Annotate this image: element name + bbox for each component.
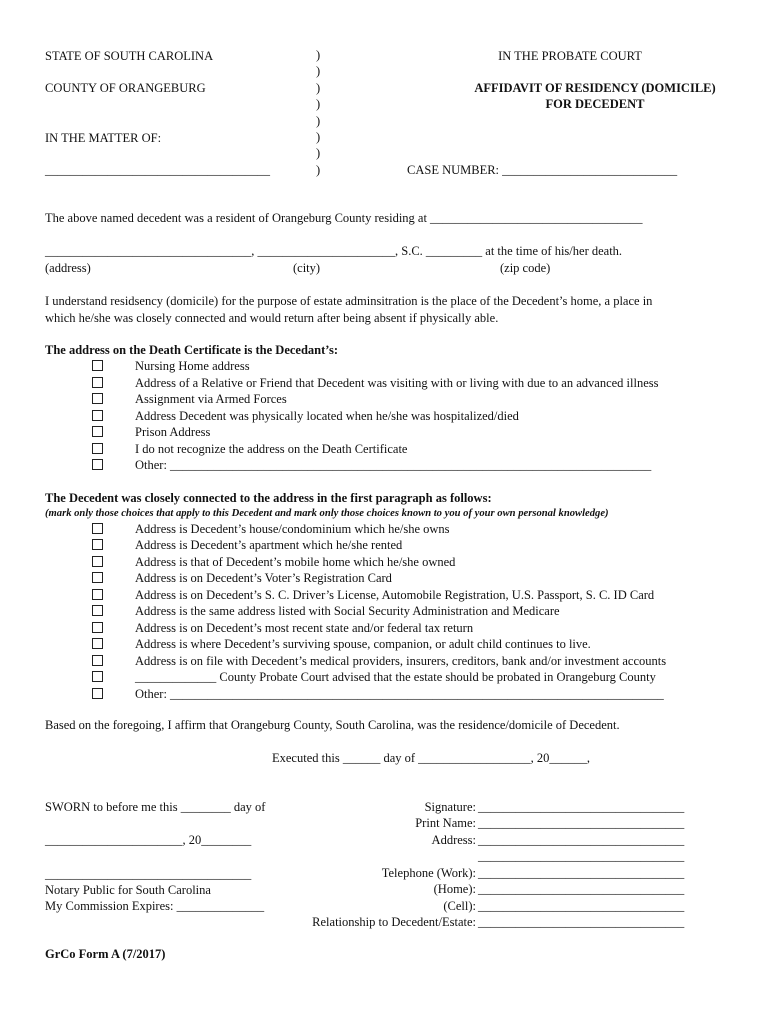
option-label: Assignment via Armed Forces <box>135 392 287 406</box>
option-other-field[interactable]: Other: _____________________________________________________________________________ <box>135 458 652 472</box>
option-label: Nursing Home address <box>135 359 250 373</box>
commission-expires-field[interactable]: My Commission Expires: ______________ <box>45 899 265 913</box>
residence-line-1[interactable]: The above named decedent was a resident of Orangeburg County residing at __________________________________ <box>45 211 643 225</box>
checkbox-rented-apartment[interactable] <box>92 539 103 550</box>
signature-label: Signature: <box>424 800 476 814</box>
telephone-work-label: Telephone (Work): <box>381 866 476 880</box>
checkbox-relative-friend[interactable] <box>92 377 103 388</box>
death-certificate-heading: The address on the Death Certificate is the Decedant’s: <box>45 343 339 357</box>
address-field[interactable]: _________________________________ <box>478 833 685 847</box>
connection-heading: The Decedent was closely connected to the address in the first paragraph as follows: <box>45 491 492 505</box>
option-county-field[interactable]: _____________ County Probate Court advised that the estate should be probated in Orangeburg County <box>135 670 656 684</box>
document-title-line2: FOR DECEDENT <box>545 97 645 111</box>
address-field-line2[interactable]: _________________________________ <box>478 849 685 863</box>
option-label: Address is Decedent’s house/condominium which he/she owns <box>135 522 450 536</box>
relationship-label: Relationship to Decedent/Estate: <box>312 915 476 929</box>
executed-date-field[interactable]: Executed this ______ day of __________________, 20______, <box>272 751 591 765</box>
paren: ) <box>316 80 321 95</box>
option-label: Address is on file with Decedent’s medical providers, insurers, creditors, bank and/or investment accounts <box>135 654 667 668</box>
affirm-statement: Based on the foregoing, I affirm that Orangeburg County, South Carolina, was the residence/domicile of Decedent. <box>45 718 620 732</box>
checkbox-armed-forces[interactable] <box>92 393 103 404</box>
document-title-line1: AFFIDAVIT OF RESIDENCY (DOMICILE) <box>474 81 716 95</box>
paren: ) <box>316 48 321 62</box>
checkbox-spouse-lives[interactable] <box>92 638 103 649</box>
option-label: Address is the same address listed with Social Security Administration and Medicare <box>135 604 560 618</box>
checkbox-hospitalized[interactable] <box>92 410 103 421</box>
checkbox-county-court-advised[interactable] <box>92 671 103 682</box>
zip-caption: (zip code) <box>500 261 551 275</box>
paren: ) <box>316 97 321 112</box>
address-label: Address: <box>431 833 476 847</box>
paren: ) <box>316 162 321 177</box>
understanding-line-2: which he/she was closely connected and would return after being absent if physically able. <box>45 311 499 325</box>
matter-label: IN THE MATTER OF: <box>45 131 162 145</box>
checkbox-nursing-home[interactable] <box>92 360 103 371</box>
sworn-day-field[interactable]: SWORN to before me this ________ day of <box>45 800 266 814</box>
checkbox-owns-house[interactable] <box>92 523 103 534</box>
notary-caption: Notary Public for South Carolina <box>45 883 211 897</box>
sworn-month-year-field[interactable]: ______________________, 20________ <box>45 833 252 847</box>
connection-subheading: (mark only those choices that apply to this Decedent and mark only those choices known to you of your own personal knowledge) <box>45 508 609 519</box>
option-label: Address of a Relative or Friend that Decedent was visiting with or living with due to an advanced illness <box>135 376 659 390</box>
option-label: I do not recognize the address on the Death Certificate <box>135 442 408 456</box>
option-label: Address is where Decedent’s surviving spouse, companion, or adult child continues to live. <box>135 637 591 651</box>
checkbox-prison[interactable] <box>92 426 103 437</box>
telephone-home-field[interactable]: _________________________________ <box>478 882 685 896</box>
option-label: Address Decedent was physically located when he/she was hospitalized/died <box>135 409 519 423</box>
print-name-field[interactable]: _________________________________ <box>478 816 685 830</box>
option-label: Address is on Decedent’s Voter’s Registration Card <box>135 571 392 585</box>
court-label: IN THE PROBATE COURT <box>498 49 642 63</box>
paren: ) <box>316 129 321 144</box>
option-label: Address is on Decedent’s S. C. Driver’s License, Automobile Registration, U.S. Passport, S. C. ID Card <box>135 588 655 602</box>
checkbox-voter-registration[interactable] <box>92 572 103 583</box>
case-number-field[interactable]: CASE NUMBER: ____________________________ <box>407 163 678 177</box>
option-label: Prison Address <box>135 425 211 439</box>
checkbox-tax-return[interactable] <box>92 622 103 633</box>
county-label: COUNTY OF ORANGEBURG <box>45 81 206 95</box>
checkbox-other-connection[interactable] <box>92 688 103 699</box>
paren: ) <box>316 113 321 128</box>
option-label: Address is that of Decedent’s mobile home which he/she owned <box>135 555 456 569</box>
checkbox-mobile-home[interactable] <box>92 556 103 567</box>
telephone-home-label: (Home): <box>433 882 476 896</box>
form-identifier: GrCo Form A (7/2017) <box>45 947 166 961</box>
residence-line-2[interactable]: _________________________________, ______________________, S.C. _________ at the time of his/her death. <box>45 244 623 258</box>
checkbox-other-certificate[interactable] <box>92 459 103 470</box>
address-caption: (address) <box>45 261 91 275</box>
telephone-work-field[interactable]: _________________________________ <box>478 866 685 880</box>
paren: ) <box>316 146 321 161</box>
relationship-field[interactable]: _________________________________ <box>478 915 685 929</box>
signature-field[interactable]: _________________________________ <box>478 800 685 814</box>
option-label: Address is on Decedent’s most recent state and/or federal tax return <box>135 621 474 635</box>
option-other-field[interactable]: Other: _______________________________________________________________________________ <box>135 687 664 701</box>
checkbox-not-recognize[interactable] <box>92 443 103 454</box>
checkbox-medical-providers[interactable] <box>92 655 103 666</box>
notary-signature-line[interactable]: _________________________________ <box>45 867 252 881</box>
print-name-label: Print Name: <box>415 816 476 830</box>
telephone-cell-field[interactable]: _________________________________ <box>478 899 685 913</box>
understanding-line-1: I understand residsency (domicile) for the purpose of estate adminsitration is the place of the Decedent’s home, a place in <box>45 294 653 308</box>
paren: ) <box>316 64 321 79</box>
caption-parens <box>316 47 326 178</box>
city-caption: (city) <box>293 261 321 275</box>
checkbox-social-security[interactable] <box>92 605 103 616</box>
telephone-cell-label: (Cell): <box>443 899 476 913</box>
decedent-name-line[interactable]: ____________________________________ <box>45 163 270 177</box>
checkbox-drivers-license[interactable] <box>92 589 103 600</box>
option-label: Address is Decedent’s apartment which he/she rented <box>135 538 403 552</box>
state-label: STATE OF SOUTH CAROLINA <box>45 49 214 63</box>
